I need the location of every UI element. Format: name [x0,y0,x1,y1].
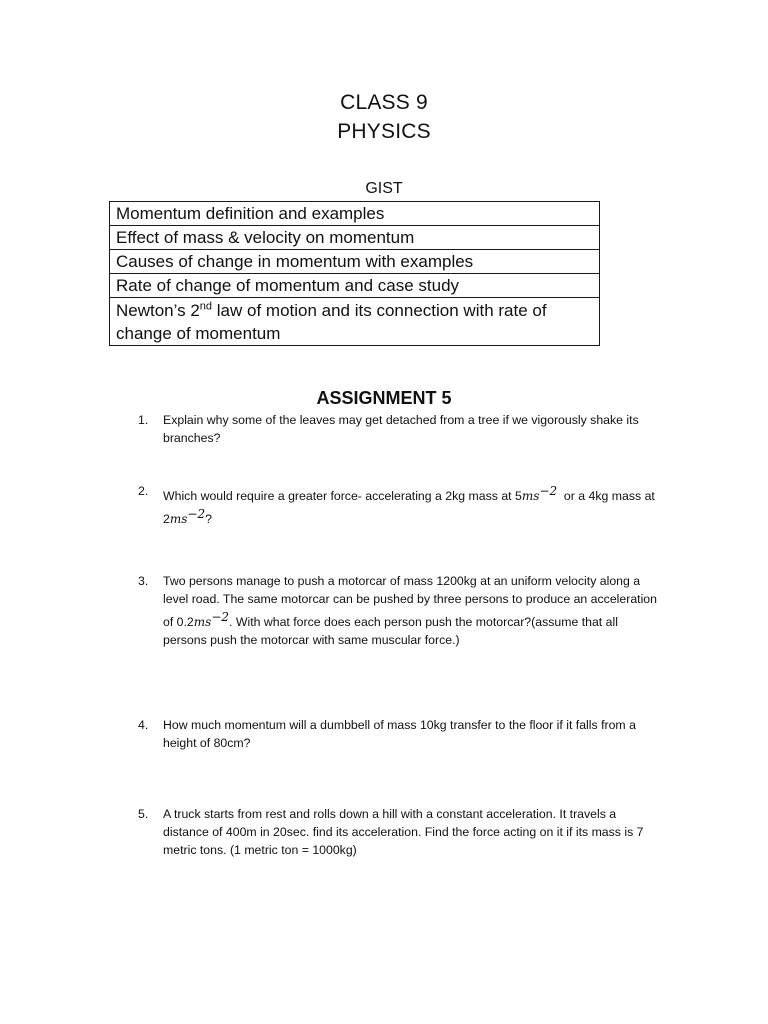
question-number: 5. [138,807,149,821]
gist-item-text: law of motion and its connection with rate of change of momentum [116,300,547,343]
gist-row [110,226,600,250]
question-item [138,716,658,752]
gist-item: Effect of mass & velocity on momentum [110,226,600,250]
unit-exponent: −2 [539,484,558,498]
question-item [138,482,658,528]
question-item [138,805,658,859]
gist-table [109,201,600,346]
question-text-part: Which would require a greater force- accelerating a 2kg mass at 5 [163,489,522,504]
question-text-part: ? [205,512,212,527]
ordinal-suffix: nd [199,299,213,312]
unit-exponent: −2 [187,507,206,522]
question-text [163,482,658,528]
gist-row [110,202,600,226]
gist-heading: GIST [365,180,403,197]
question-text: A truck starts from rest and rolls down a hill with a constant acceleration. It travels a distance of 400m in 20sec. find its acceleration. Find the force acting on it if its mass is 7 metric tons. (1 metric ton = 1000kg) [163,807,644,857]
gist-item-text: Newton’s 2 [116,300,200,320]
question-item [138,572,658,649]
gist-row [110,250,600,274]
question-text-part: . With what force does each person push the motorcar?(assume that all persons push the motorcar with same muscular force.) [163,615,618,648]
assignment-title: ASSIGNMENT 5 [316,388,452,408]
question-text: Explain why some of the leaves may get detached from a tree if we vigorously shake its branches? [163,413,639,445]
subject-title: PHYSICS [337,120,431,143]
question-item [138,411,658,447]
gist-item [110,298,600,346]
question-text-part: or a 4kg mass at 2 [163,489,659,527]
gist-item: Momentum definition and examples [110,202,600,226]
question-text-part: Two persons manage to push a motorcar of mass 1200kg at an uniform velocity along a level road. The same motorcar can be pushed by three persons to produce an acceleration of 0.2 [163,574,657,630]
question-number: 2. [138,484,149,498]
gist-item: Rate of change of momentum and case study [110,274,600,298]
unit-ms: ms [521,489,540,504]
unit-ms: ms [169,512,188,527]
gist-row [110,274,600,298]
unit-exponent: −2 [211,610,230,624]
unit-ms: ms [193,615,212,630]
question-number: 4. [138,718,149,732]
gist-item: Causes of change in momentum with examples [110,250,600,274]
question-text: How much momentum will a dumbbell of mass 10kg transfer to the floor if it falls from a height of 80cm? [163,718,636,750]
question-number: 3. [138,574,149,588]
question-text [163,572,658,649]
question-number: 1. [138,413,149,427]
class-title: CLASS 9 [340,91,428,114]
gist-row [110,298,600,346]
